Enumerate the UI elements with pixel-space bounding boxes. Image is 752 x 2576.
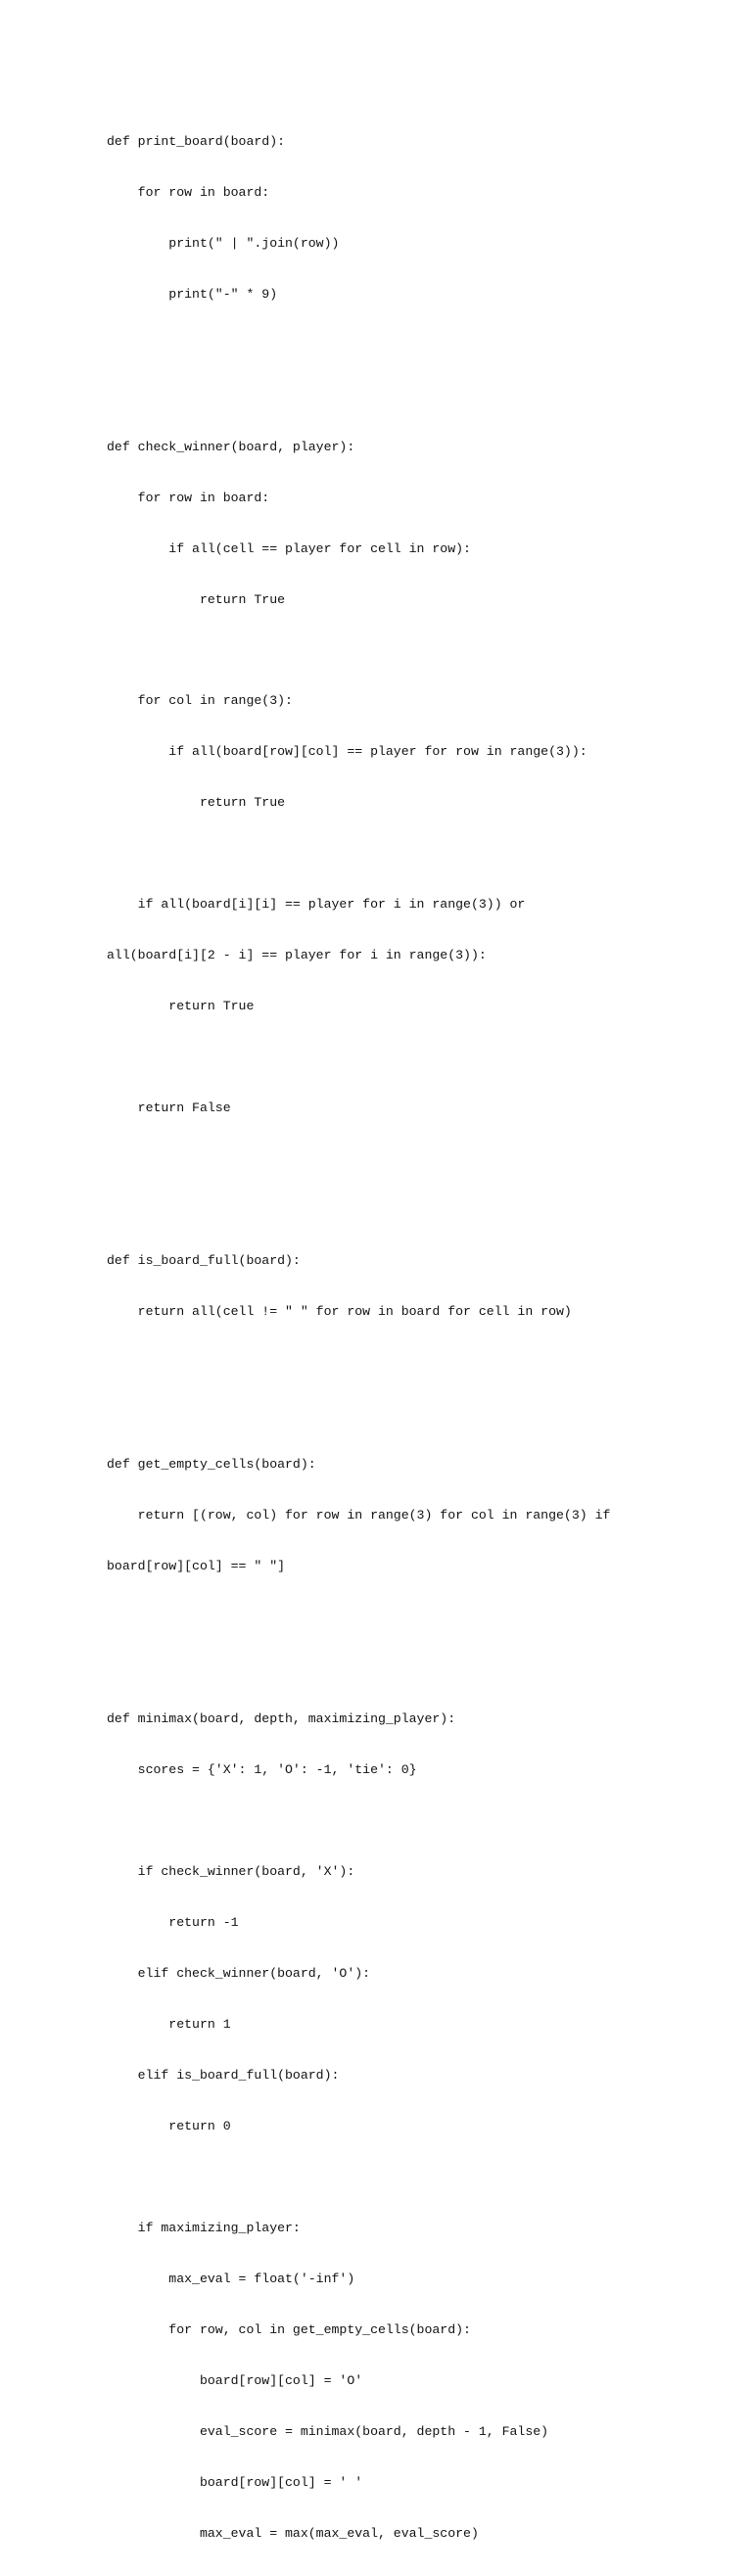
code-line: return True [107, 591, 286, 607]
code-line: def get_empty_cells(board): [107, 1457, 316, 1473]
code-line: def check_winner(board, player): [107, 439, 355, 454]
code-line: return all(cell != " " for row in board for cell in row) [107, 1304, 572, 1320]
code-line [107, 642, 733, 659]
code-line: print(" | ".join(row)) [107, 235, 340, 251]
code-line: for row, col in get_empty_cells(board): [107, 2321, 471, 2337]
code-line: scores = {'X': 1, 'O': -1, 'tie': 0} [107, 1762, 417, 1778]
code-line: return 0 [107, 2119, 231, 2134]
code-line [107, 2169, 733, 2185]
code-line: elif is_board_full(board): [107, 2068, 340, 2084]
code-line: max_eval = float('-inf') [107, 2272, 355, 2286]
code-line: print("-" * 9) [107, 286, 278, 302]
code-line [107, 1201, 733, 1218]
code-line: if all(board[row][col] == player for row in range(3)): [107, 744, 588, 760]
code-line: eval_score = minimax(board, depth - 1, False) [107, 2423, 549, 2439]
code-line: def minimax(board, depth, maximizing_player): [107, 1711, 456, 1727]
code-line: elif check_winner(board, 'O'): [107, 1966, 371, 1982]
code-line: if check_winner(board, 'X'): [107, 1864, 355, 1880]
code-line: all(board[i][2 - i] == player for i in range(3)): [107, 948, 487, 963]
code-line [107, 845, 733, 862]
code-line: for row in board: [107, 490, 270, 505]
code-line [107, 1354, 733, 1371]
code-line: def is_board_full(board): [107, 1253, 301, 1269]
code-line [107, 1150, 733, 1167]
code-line: board[row][col] == " "] [107, 1559, 286, 1574]
code-line: return False [107, 1101, 231, 1116]
code-line: if all(cell == player for cell in row): [107, 540, 471, 556]
code-line [107, 1812, 733, 1829]
code-line: board[row][col] = ' ' [107, 2474, 363, 2490]
code-line: if all(board[i][i] == player for i in range(3)) or [107, 897, 526, 913]
code-line: if maximizing_player: [107, 2221, 301, 2236]
code-line [107, 388, 733, 404]
code-line: return True [107, 999, 255, 1014]
code-line: return [(row, col) for row in range(3) for col in range(3) if [107, 1508, 611, 1523]
code-line [107, 1049, 733, 1065]
code-line: def print_board(board): [107, 133, 286, 149]
code-line: return 1 [107, 2017, 231, 2033]
code-line: board[row][col] = 'O' [107, 2372, 363, 2388]
code-line [107, 1405, 733, 1422]
code-line: return -1 [107, 1915, 239, 1931]
code-line [107, 1660, 733, 1676]
code-line: for row in board: [107, 184, 270, 200]
code-line: max_eval = max(max_eval, eval_score) [107, 2525, 479, 2541]
code-listing [107, 99, 733, 2576]
code-line [107, 337, 733, 353]
code-line [107, 1609, 733, 1625]
code-line: return True [107, 795, 286, 811]
code-line: for col in range(3): [107, 693, 293, 709]
